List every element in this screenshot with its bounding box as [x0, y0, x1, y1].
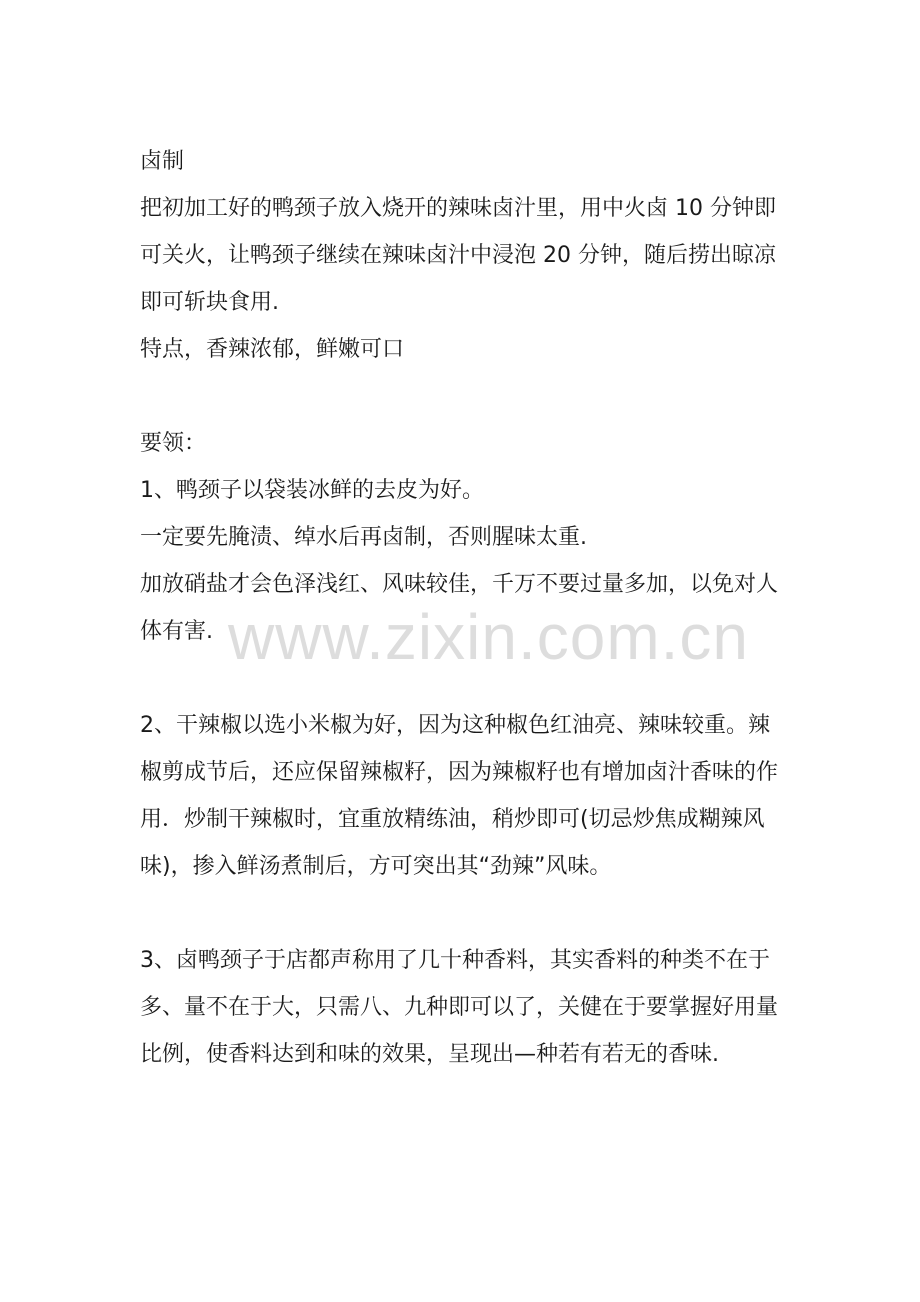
- point-3-paragraph: 3、卤鸭颈子于店都声称用了几十种香料，其实香料的种类不在于多、量不在于大，只需八、九种即可以了，关健在于要掌握好用量比例，使香料达到和味的效果，呈现出—种若有若无的香味.: [140, 948, 779, 1067]
- braising-paragraph: 把初加工好的鸭颈子放入烧开的辣味卤汁里，用中火卤 10 分钟即可关火，让鸭颈子继续在辣味卤汁中浸泡 20 分钟，随后捞出晾凉即可斩块食用.: [140, 196, 776, 315]
- document-body: [140, 138, 790, 1078]
- point-1-heading: 1、鸭颈子以袋装冰鲜的去皮为好。: [140, 478, 484, 503]
- section-title: 卤制: [140, 149, 185, 174]
- point-1-line-2: 一定要先腌渍、绰水后再卤制，否则腥味太重.: [140, 525, 587, 550]
- key-points-title: 要领：: [140, 431, 207, 456]
- point-2-paragraph: 2、干辣椒以选小米椒为好，因为这种椒色红油亮、辣味较重。辣椒剪成节后，还应保留辣椒籽，因为辣椒籽也有增加卤汁香味的作用．炒制干辣椒时，宜重放精练油，稍炒即可(切忌炒焦成糊辣风味)，掺入鲜汤煮制后，方可突出其“劲辣”风味。: [140, 713, 779, 879]
- point-1-line-3: 加放硝盐才会色泽浅红、风味较佳，千万不要过量多加，以免对人体有害.: [140, 572, 779, 644]
- paragraph-gap: [140, 373, 790, 420]
- site-watermark: www.zixin.com.cn: [228, 601, 749, 673]
- features-line: 特点，香辣浓郁，鲜嫩可口: [140, 337, 405, 362]
- paragraph-gap: [140, 890, 790, 937]
- paragraph-gap: [140, 655, 790, 702]
